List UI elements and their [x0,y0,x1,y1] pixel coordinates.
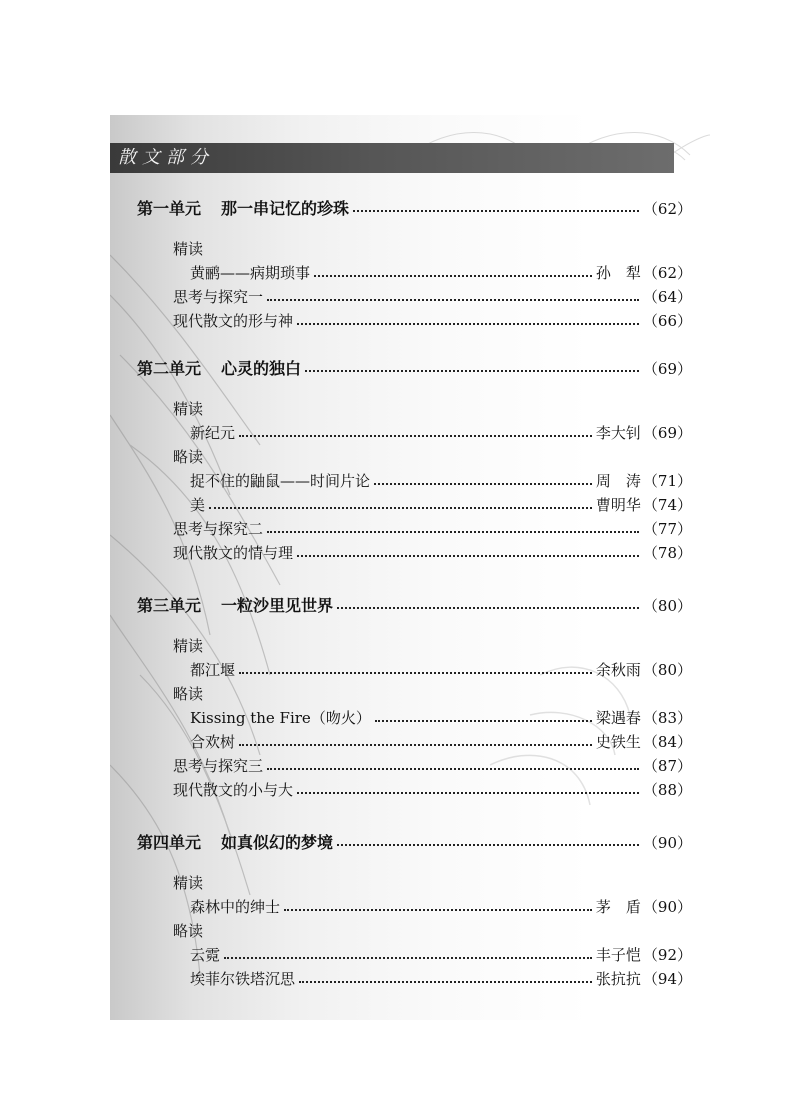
page-number: （66） [642,312,692,330]
toc-entry[interactable] [190,422,692,443]
entry-title: 森林中的绅士 [190,898,281,916]
toc-extra-entry[interactable] [173,779,692,800]
unit-heading-title [137,830,333,853]
dot-leader [375,720,592,722]
category-label: 精读 [173,874,204,892]
category-label: 略读 [173,685,204,703]
category-label: 略读 [173,922,204,940]
unit-heading-row[interactable] [137,830,692,853]
entry-title: 现代散文的形与神 [173,312,294,330]
toc-entry[interactable] [190,707,692,728]
entry-title: 埃菲尔铁塔沉思 [190,970,296,988]
page-number: （94） [642,970,692,988]
page-number: （64） [642,288,692,306]
page-number: （87） [642,757,692,775]
dot-leader [209,507,592,509]
unit-number: 第四单元 [137,833,202,852]
page-number: （80） [642,597,692,615]
entry-author: 张抗抗 [595,970,641,988]
category-label: 精读 [173,400,204,418]
dot-leader [239,435,592,437]
entry-author: 曹明华 [595,496,641,514]
unit-theme: 心灵的独白 [221,359,302,378]
page-number: （77） [642,520,692,538]
category-label: 精读 [173,637,204,655]
unit-number: 第三单元 [137,596,202,615]
entry-title: 思考与探究二 [173,520,264,538]
entry-title: 现代散文的小与大 [173,781,294,799]
unit-theme: 一粒沙里见世界 [221,596,334,615]
entry-author: 余秋雨 [595,661,641,679]
toc-entry[interactable] [190,896,692,917]
entry-title: 新纪元 [190,424,236,442]
dot-leader [297,792,639,794]
dot-leader [224,957,592,959]
dot-leader [239,672,592,674]
dot-leader [297,555,639,557]
dot-leader [305,370,639,372]
entry-author: 周 涛 [595,472,641,490]
entry-author: 孙 犁 [595,264,641,282]
entry-title: 都江堰 [190,661,236,679]
toc-entry[interactable] [190,494,692,515]
entry-author: 李大钊 [595,424,641,442]
entry-title: 现代散文的情与理 [173,544,294,562]
entry-author: 梁遇春 [595,709,641,727]
toc-extra-entry[interactable] [173,755,692,776]
entry-title: 捉不住的鼬鼠——时间片论 [190,472,371,490]
page-number: （90） [642,898,692,916]
entry-title: Kissing the Fire（吻火） [190,709,371,727]
dot-leader [337,844,639,846]
page-number: （74） [642,496,692,514]
page-number: （69） [642,424,692,442]
category-label: 精读 [173,240,204,258]
dot-leader [314,275,592,277]
entry-author: 茅 盾 [595,898,641,916]
dot-leader [267,531,639,533]
page-number: （88） [642,781,692,799]
page-number: （84） [642,733,692,751]
entry-title: 思考与探究一 [173,288,264,306]
dot-leader [267,768,639,770]
entry-title: 云霓 [190,946,221,964]
entry-title: 黄鹂——病期琐事 [190,264,311,282]
unit-heading-title [137,356,301,379]
dot-leader [267,299,639,301]
unit-number: 第一单元 [137,199,202,218]
unit-number: 第二单元 [137,359,202,378]
entry-title: 合欢树 [190,733,236,751]
toc-extra-entry[interactable] [173,286,692,307]
unit-heading-title [137,593,333,616]
page-number: （90） [642,834,692,852]
dot-leader [284,909,592,911]
page-number: （62） [642,264,692,282]
page-number: （92） [642,946,692,964]
unit-heading-row[interactable] [137,356,692,379]
unit-theme: 那一串记忆的珍珠 [221,199,350,218]
unit-theme: 如真似幻的梦境 [221,833,334,852]
toc-entry[interactable] [190,262,692,283]
entry-author: 史铁生 [595,733,641,751]
toc-entry[interactable] [190,944,692,965]
toc-extra-entry[interactable] [173,518,692,539]
toc-entry[interactable] [190,731,692,752]
category-label: 略读 [173,448,204,466]
toc-entry[interactable] [190,659,692,680]
page-number: （80） [642,661,692,679]
page-number: （62） [642,200,692,218]
dot-leader [337,607,639,609]
entry-title: 思考与探究三 [173,757,264,775]
toc-extra-entry[interactable] [173,310,692,331]
toc-extra-entry[interactable] [173,542,692,563]
dot-leader [297,323,639,325]
dot-leader [353,210,639,212]
page-number: （71） [642,472,692,490]
section-header-title: 散文部分 [118,147,214,168]
unit-heading-title [137,196,349,219]
dot-leader [299,981,592,983]
unit-heading-row[interactable] [137,196,692,219]
page-number: （78） [642,544,692,562]
entry-title: 美 [190,496,206,514]
toc-entry[interactable] [190,968,692,989]
unit-heading-row[interactable] [137,593,692,616]
entry-author: 丰子恺 [595,946,641,964]
dot-leader [374,483,592,485]
page-number: （83） [642,709,692,727]
page-number: （69） [642,360,692,378]
dot-leader [239,744,592,746]
toc-entry[interactable] [190,470,692,491]
